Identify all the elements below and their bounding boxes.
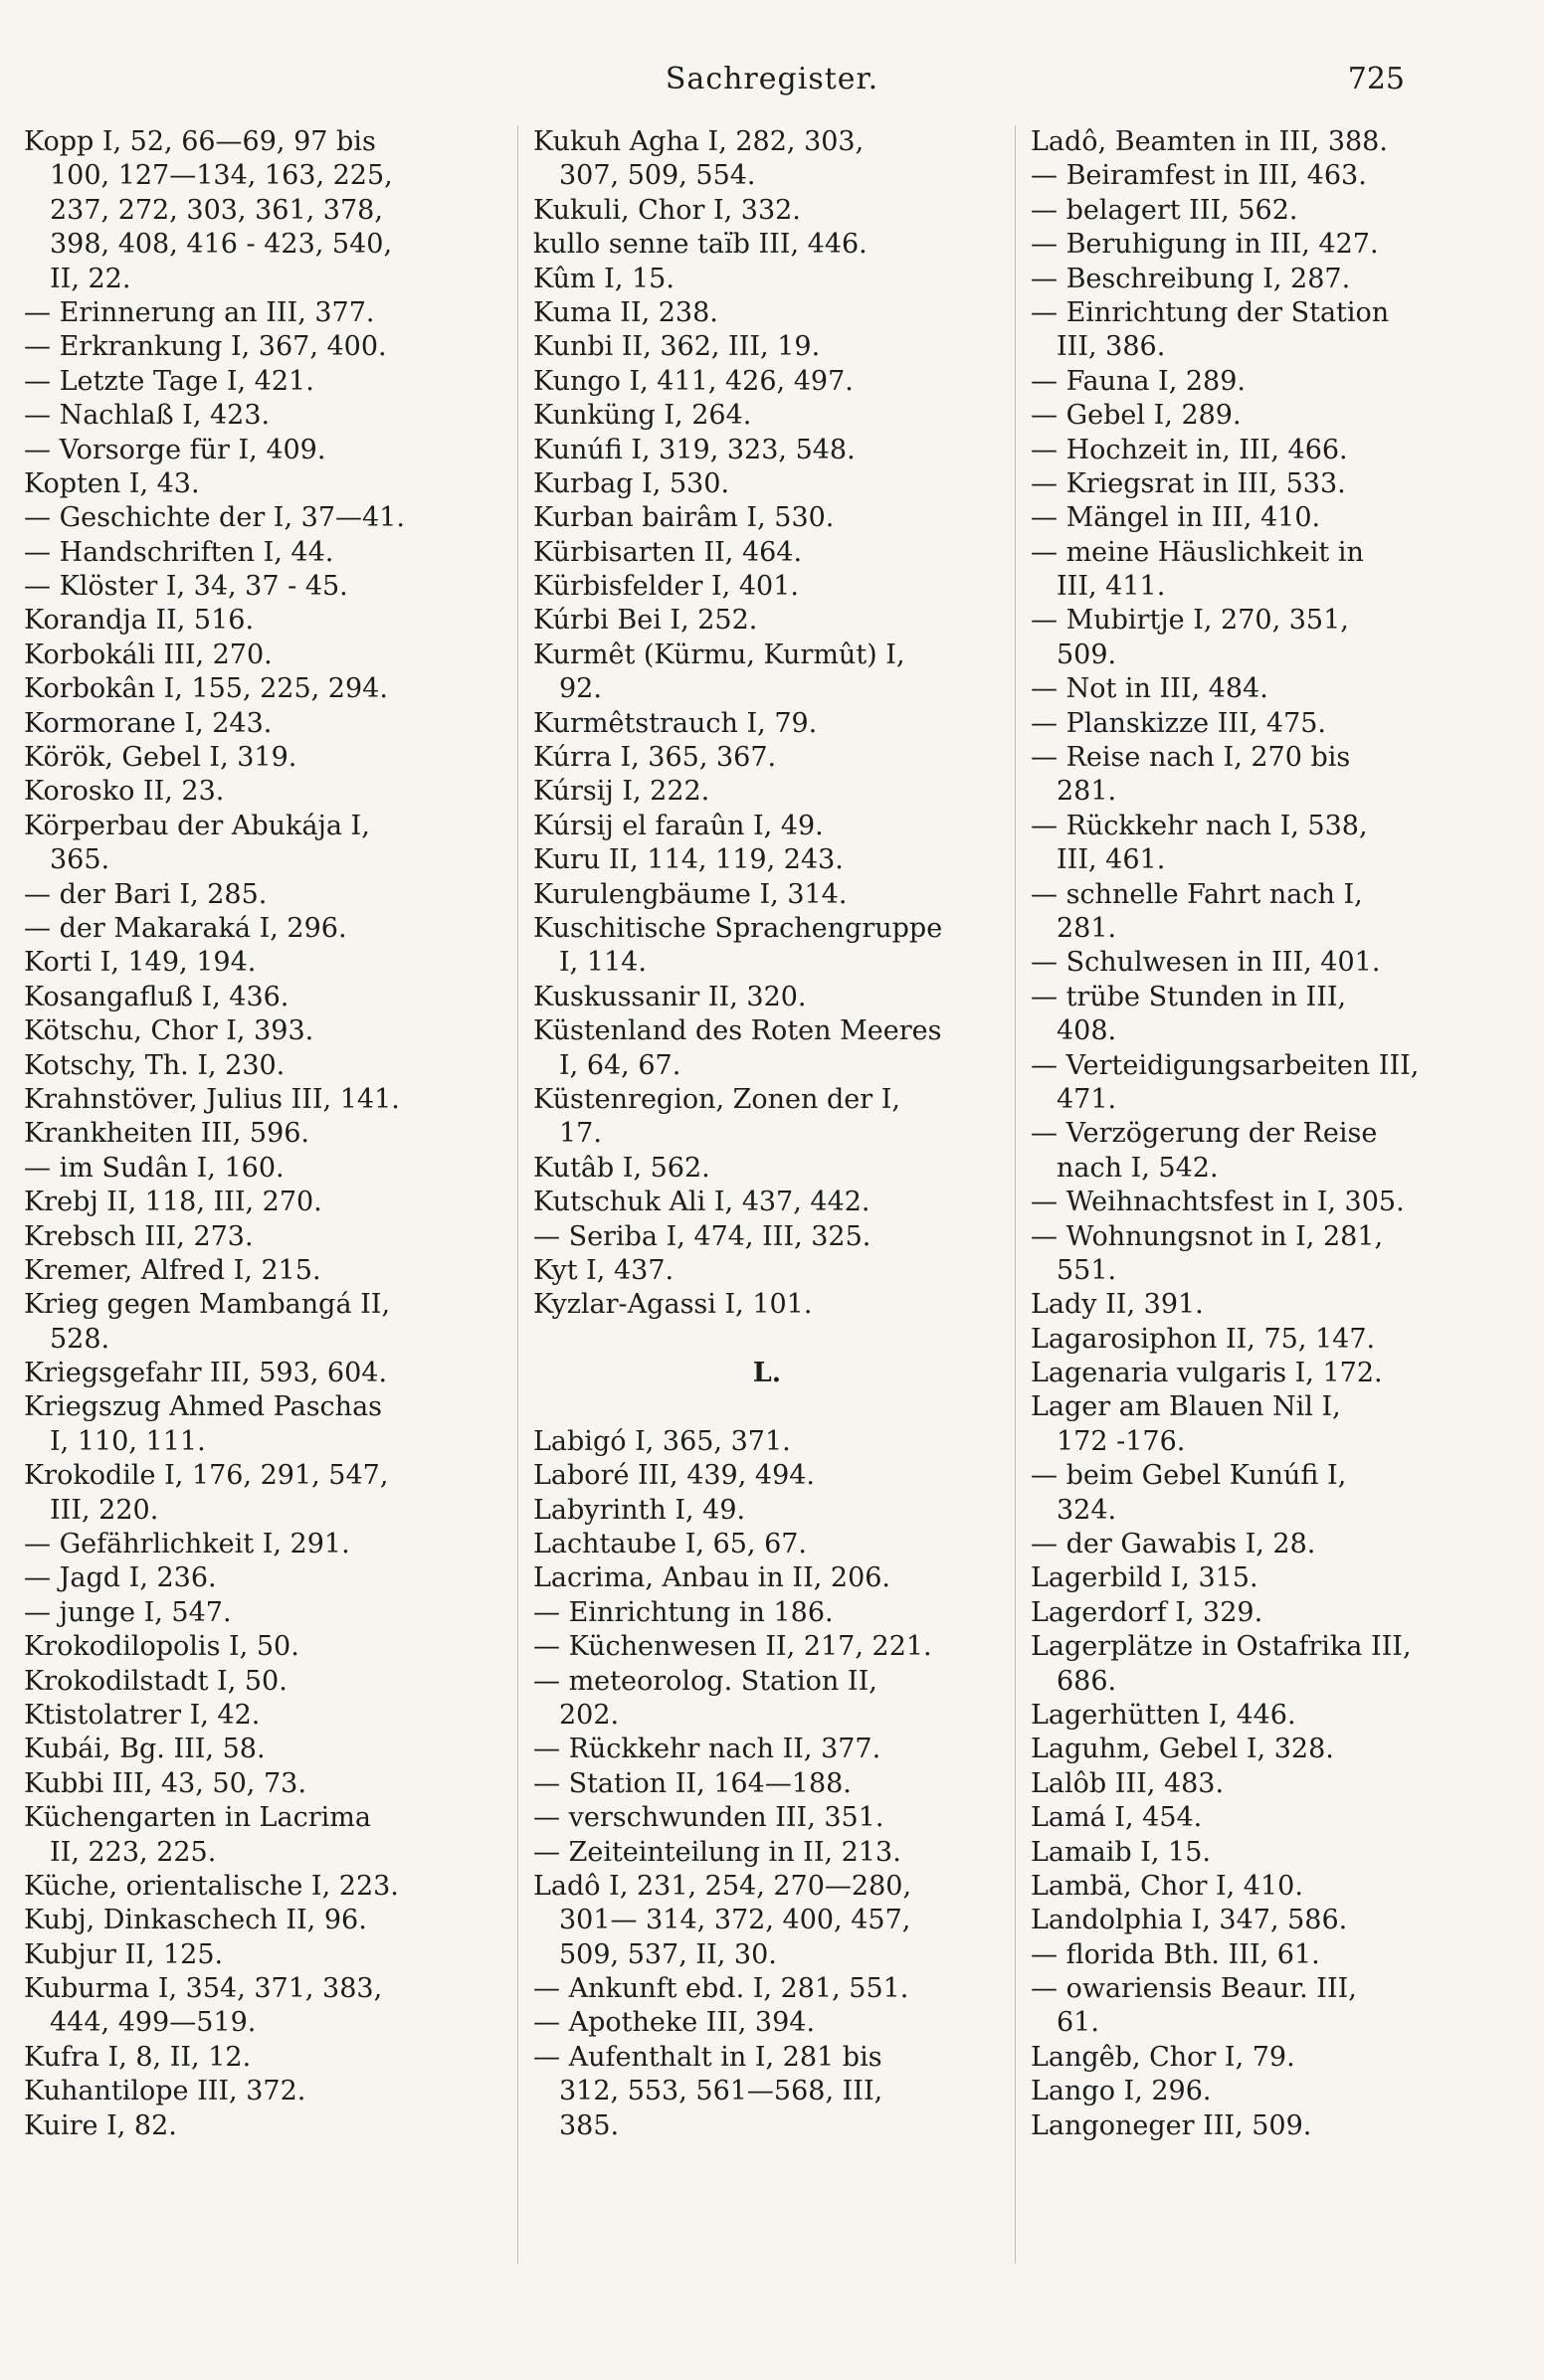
index-entry-line: — Vorsorge für I, 409. — [24, 434, 326, 465]
index-entry-line: I, 114. — [559, 947, 647, 979]
index-entry-line: 686. — [1057, 1665, 1117, 1697]
index-entry-line: Kuhantilope III, 372. — [24, 2076, 306, 2107]
index-entry-line: Lamaib I, 15. — [1031, 1836, 1211, 1868]
column-divider — [517, 125, 518, 2264]
index-entry-line: Lagarosiphon II, 75, 147. — [1031, 1323, 1376, 1355]
index-entry-line: Kúrsij I, 222. — [533, 776, 710, 808]
index-entry-line: Lagerbild I, 315. — [1031, 1562, 1258, 1594]
index-entry-line: Krokodilstadt I, 50. — [24, 1665, 288, 1697]
index-entry-line: — Hochzeit in, III, 466. — [1031, 434, 1348, 465]
index-entry-line: Kopp I, 52, 66—69, 97 bis — [24, 126, 376, 157]
index-entry-line: 301— 314, 372, 400, 457, — [559, 1905, 911, 1936]
index-entry-line: III, 411. — [1057, 571, 1166, 603]
index-entry-line: Kunbi II, 362, III, 19. — [533, 331, 821, 363]
index-entry-line: 408. — [1057, 1015, 1117, 1047]
index-entry-line: III, 386. — [1057, 331, 1166, 363]
index-column-1 — [24, 125, 491, 2353]
index-entry-line: Lagenaria vulgaris I, 172. — [1031, 1358, 1383, 1389]
index-entry-line: — der Gawabis I, 28. — [1031, 1529, 1316, 1560]
index-entry-line: Ladô, Beamten in III, 388. — [1031, 126, 1388, 157]
index-entry-line: — Handschriften I, 44. — [24, 536, 334, 568]
index-entry-line: 324. — [1057, 1494, 1117, 1526]
index-entry-line: Kûm I, 15. — [533, 263, 675, 294]
index-entry-line: — Beruhigung in III, 427. — [1031, 229, 1379, 261]
index-entry-line: 509, 537, II, 30. — [559, 1938, 777, 1970]
index-entry-line: — meine Häuslichkeit in — [1031, 536, 1364, 568]
index-entry-line: Kuburma I, 354, 371, 383, — [24, 1973, 383, 2005]
index-entry-line: Kötschu, Chor I, 393. — [24, 1015, 314, 1047]
index-entry-line: Kuskussanir II, 320. — [533, 981, 807, 1012]
index-entry-line — [533, 1323, 1001, 1357]
page-number: 725 — [1347, 62, 1405, 96]
index-entry-line: Kubj, Dinkaschech II, 96. — [24, 1905, 367, 1936]
index-entry-line: — Not in III, 484. — [1031, 673, 1268, 705]
index-entry-line: Küche, orientalische I, 223. — [24, 1870, 399, 1902]
index-entry-line: — Einrichtung der Station — [1031, 296, 1390, 328]
index-entry-line: — im Sudân I, 160. — [24, 1152, 285, 1184]
index-entry-line: nach I, 542. — [1057, 1152, 1219, 1184]
index-entry-line: 528. — [50, 1323, 110, 1355]
index-entry-line: Kúrbi Bei I, 252. — [533, 605, 758, 637]
index-entry-line: — Gefährlichkeit I, 291. — [24, 1529, 350, 1560]
index-entry-line: Kyzlar-Agassi I, 101. — [533, 1289, 813, 1321]
index-entry-line: Kormorane I, 243. — [24, 707, 273, 739]
index-entry-line: III, 220. — [50, 1494, 159, 1526]
index-entry-line: Kúrra I, 365, 367. — [533, 742, 777, 774]
index-entry-line: Krebsch III, 273. — [24, 1220, 254, 1252]
index-entry-line: — Mubirtje I, 270, 351, — [1031, 605, 1349, 637]
index-entry-line: Kosangafluß I, 436. — [24, 981, 290, 1012]
index-entry-line: 398, 408, 416 - 423, 540, — [50, 229, 393, 261]
index-entry-line: Lalôb III, 483. — [1031, 1767, 1225, 1799]
index-entry-line: 237, 272, 303, 361, 378, — [50, 194, 383, 226]
index-column-3 — [1031, 125, 1498, 2353]
index-entry-line: — Fauna I, 289. — [1031, 365, 1246, 397]
index-entry-line: Langêb, Chor I, 79. — [1031, 2041, 1295, 2073]
index-entry-line: III, 461. — [1057, 844, 1166, 876]
index-entry-line: Kubái, Bg. III, 58. — [24, 1734, 266, 1765]
index-entry-line: — Mängel in III, 410. — [1031, 502, 1321, 534]
index-entry-line: 100, 127—134, 163, 225, — [50, 160, 393, 192]
index-entry-line: Krokodile I, 176, 291, 547, — [24, 1460, 389, 1492]
index-entry-line: 385. — [559, 2109, 620, 2141]
page-header — [0, 62, 1544, 111]
index-entry-line: Laboré III, 439, 494. — [533, 1460, 816, 1492]
index-entry-line: — Aufenthalt in I, 281 bis — [533, 2041, 882, 2073]
index-entry-line: Lagerhütten I, 446. — [1031, 1699, 1296, 1731]
index-entry-line: — beim Gebel Kunúfi I, — [1031, 1460, 1347, 1492]
index-entry-line: Kopten I, 43. — [24, 467, 200, 499]
index-entry-line: — Kriegsrat in III, 533. — [1031, 467, 1346, 499]
index-entry-line: II, 22. — [50, 263, 131, 294]
index-entry-line: — der Bari I, 285. — [24, 878, 268, 910]
index-entry-line: Kunúfi I, 319, 323, 548. — [533, 434, 856, 465]
index-entry-line: Ktistolatrer I, 42. — [24, 1699, 261, 1731]
index-entry-line: — Klöster I, 34, 37 - 45. — [24, 571, 348, 603]
index-entry-line: — florida Bth. III, 61. — [1031, 1938, 1320, 1970]
index-entry-line: — verschwunden III, 351. — [533, 1802, 884, 1834]
index-entry-line: — Rückkehr nach I, 538, — [1031, 810, 1368, 841]
index-entry-line: 92. — [559, 673, 602, 705]
index-entry-line: Lachtaube I, 65, 67. — [533, 1529, 808, 1560]
column-divider — [1015, 125, 1016, 2264]
index-columns — [24, 125, 1508, 2353]
index-entry-line: I, 110, 111. — [50, 1425, 206, 1457]
index-entry-line: Körök, Gebel I, 319. — [24, 742, 297, 774]
index-entry-line: 281. — [1057, 776, 1117, 808]
index-entry-line: — Reise nach I, 270 bis — [1031, 742, 1351, 774]
index-entry-line: Lambä, Chor I, 410. — [1031, 1870, 1303, 1902]
index-entry-line: — Erkrankung I, 367, 400. — [24, 331, 387, 363]
index-entry-line: Labyrinth I, 49. — [533, 1494, 746, 1526]
index-entry-line: Kriegsgefahr III, 593, 604. — [24, 1358, 388, 1389]
index-entry-line: Korbokân I, 155, 225, 294. — [24, 673, 388, 705]
index-entry-line: — Schulwesen in III, 401. — [1031, 947, 1381, 979]
index-entry-line: Kurban bairâm I, 530. — [533, 502, 835, 534]
index-entry-line: Korti I, 149, 194. — [24, 947, 257, 979]
index-entry-line: Kuma II, 238. — [533, 296, 718, 328]
index-entry-line: — junge I, 547. — [24, 1596, 232, 1628]
index-entry-line: Korandja II, 516. — [24, 605, 255, 637]
index-entry-line: 312, 553, 561—568, III, — [559, 2076, 883, 2107]
index-entry-line: — Beiramfest in III, 463. — [1031, 160, 1367, 192]
index-entry-line: — Seriba I, 474, III, 325. — [533, 1220, 871, 1252]
index-entry-line: 551. — [1057, 1254, 1117, 1286]
index-entry-line: Kurulengbäume I, 314. — [533, 878, 848, 910]
index-entry-line: Küstenregion, Zonen der I, — [533, 1083, 901, 1115]
index-entry-line: — Geschichte der I, 37—41. — [24, 502, 405, 534]
index-entry-line: — Gebel I, 289. — [1031, 400, 1242, 432]
index-entry-line: Kunküng I, 264. — [533, 400, 752, 432]
index-entry-line: Lagerdorf I, 329. — [1031, 1596, 1263, 1628]
index-entry-line: Kotschy, Th. I, 230. — [24, 1049, 286, 1081]
index-entry-line: Krankheiten III, 596. — [24, 1118, 310, 1150]
index-entry-line: Kyt I, 437. — [533, 1254, 675, 1286]
index-entry-line: Kürbisfelder I, 401. — [533, 571, 799, 603]
index-entry-line: — Ankunft ebd. I, 281, 551. — [533, 1973, 909, 2005]
index-entry-line: — Beschreibung I, 287. — [1031, 263, 1351, 294]
index-entry-line: Krahnstöver, Julius III, 141. — [24, 1083, 400, 1115]
index-entry-line: Kriegszug Ahmed Paschas — [24, 1391, 383, 1423]
index-entry-line: 307, 509, 554. — [559, 160, 756, 192]
index-entry-line: Kuire I, 82. — [24, 2109, 177, 2141]
index-entry-line: Körperbau der Abukája I, — [24, 810, 370, 841]
index-entry-line: — Rückkehr nach II, 377. — [533, 1734, 881, 1765]
index-entry-line: Langoneger III, 509. — [1031, 2109, 1312, 2141]
index-entry-line: Kutâb I, 562. — [533, 1152, 710, 1184]
index-entry-line: Lady II, 391. — [1031, 1289, 1204, 1321]
index-entry-line: Krebj II, 118, III, 270. — [24, 1187, 322, 1218]
index-entry-line: Kürbisarten II, 464. — [533, 536, 803, 568]
index-entry-line — [533, 1390, 1001, 1424]
index-entry-line: Küstenland des Roten Meeres — [533, 1015, 942, 1047]
index-entry-line: Kukuh Agha I, 282, 303, — [533, 126, 865, 157]
index-entry-line: — Küchenwesen II, 217, 221. — [533, 1631, 932, 1663]
index-entry-line: Kukuli, Chor I, 332. — [533, 194, 801, 226]
index-entry-line: Küchengarten in Lacrima — [24, 1802, 371, 1834]
index-entry-line: Ladô I, 231, 254, 270—280, — [533, 1870, 912, 1902]
index-entry-line: Lacrima, Anbau in II, 206. — [533, 1562, 891, 1594]
index-entry-line: Lagerplätze in Ostafrika III, — [1031, 1631, 1412, 1663]
index-entry-line: Landolphia I, 347, 586. — [1031, 1905, 1348, 1936]
index-entry-line: Kuru II, 114, 119, 243. — [533, 844, 844, 876]
index-entry-line: Kurmêtstrauch I, 79. — [533, 707, 818, 739]
index-entry-line: — Apotheke III, 394. — [533, 2007, 816, 2039]
index-entry-line: Labigó I, 365, 371. — [533, 1425, 791, 1457]
index-entry-line: Kufra I, 8, II, 12. — [24, 2041, 252, 2073]
index-entry-line: 509. — [1057, 639, 1117, 670]
index-entry-line: — Verzögerung der Reise — [1031, 1118, 1378, 1150]
index-entry-line: 444, 499—519. — [50, 2007, 257, 2039]
index-entry-line: Lamá I, 454. — [1031, 1802, 1203, 1834]
index-entry-line: 17. — [559, 1118, 602, 1150]
index-entry-line: — meteorolog. Station II, — [533, 1665, 877, 1697]
index-entry-line: I, 64, 67. — [559, 1049, 681, 1081]
index-entry-line: Kurmêt (Kürmu, Kurmût) I, — [533, 639, 905, 670]
index-entry-line: — Weihnachtsfest in I, 305. — [1031, 1187, 1405, 1218]
index-entry-line: — Jagd I, 236. — [24, 1562, 217, 1594]
index-entry-line: Kutschuk Ali I, 437, 442. — [533, 1187, 870, 1218]
index-entry-line: — Zeiteinteilung in II, 213. — [533, 1836, 901, 1868]
running-title: Sachregister. — [665, 62, 879, 96]
index-entry-line: 365. — [50, 844, 110, 876]
index-entry-line: Korosko II, 23. — [24, 776, 225, 808]
index-entry-line: Kurbag I, 530. — [533, 467, 730, 499]
index-entry-line: — owariensis Beaur. III, — [1031, 1973, 1357, 2005]
index-entry-line: kullo senne taïb III, 446. — [533, 229, 868, 261]
index-entry-line: Krokodilopolis I, 50. — [24, 1631, 299, 1663]
index-entry-line: Kungo I, 411, 426, 497. — [533, 365, 854, 397]
index-entry-line: Kuschitische Sprachengruppe — [533, 912, 943, 944]
index-entry-line: II, 223, 225. — [50, 1836, 217, 1868]
index-entry-line: Lango I, 296. — [1031, 2076, 1212, 2107]
index-entry-line: 61. — [1057, 2007, 1099, 2039]
index-entry-line: — Verteidigungsarbeiten III, — [1031, 1049, 1420, 1081]
index-column-2 — [533, 125, 1001, 2353]
index-entry-line: — Erinnerung an III, 377. — [24, 296, 375, 328]
index-entry-line: — schnelle Fahrt nach I, — [1031, 878, 1363, 910]
index-entry-line: — trübe Stunden in III, — [1031, 981, 1347, 1012]
index-entry-line: Kúrsij el faraûn I, 49. — [533, 810, 824, 841]
index-entry-line: Kubbi III, 43, 50, 73. — [24, 1767, 306, 1799]
index-entry-line: — belagert III, 562. — [1031, 194, 1298, 226]
index-entry-line: — Wohnungsnot in I, 281, — [1031, 1220, 1384, 1252]
index-entry-line: Kubjur II, 125. — [24, 1938, 224, 1970]
index-entry-line: — der Makaraká I, 296. — [24, 912, 347, 944]
section-letter: L. — [752, 1358, 782, 1389]
index-entry-line: Korbokáli III, 270. — [24, 639, 273, 670]
index-entry-line: 172 -176. — [1057, 1425, 1186, 1457]
index-entry-line: 281. — [1057, 912, 1117, 944]
index-entry-line: 471. — [1057, 1083, 1117, 1115]
index-entry-line: Kremer, Alfred I, 215. — [24, 1254, 321, 1286]
index-entry-line: 202. — [559, 1699, 620, 1731]
index-entry-line: Laguhm, Gebel I, 328. — [1031, 1734, 1334, 1765]
index-entry-line: — Planskizze III, 475. — [1031, 707, 1327, 739]
index-entry-line: — Nachlaß I, 423. — [24, 400, 271, 432]
index-entry-line: — Station II, 164—188. — [533, 1767, 852, 1799]
index-entry-line: — Letzte Tage I, 421. — [24, 365, 314, 397]
index-entry-line: — Einrichtung in 186. — [533, 1596, 834, 1628]
index-entry-line: Lager am Blauen Nil I, — [1031, 1391, 1341, 1423]
index-entry-line: Krieg gegen Mambangá II, — [24, 1289, 391, 1321]
